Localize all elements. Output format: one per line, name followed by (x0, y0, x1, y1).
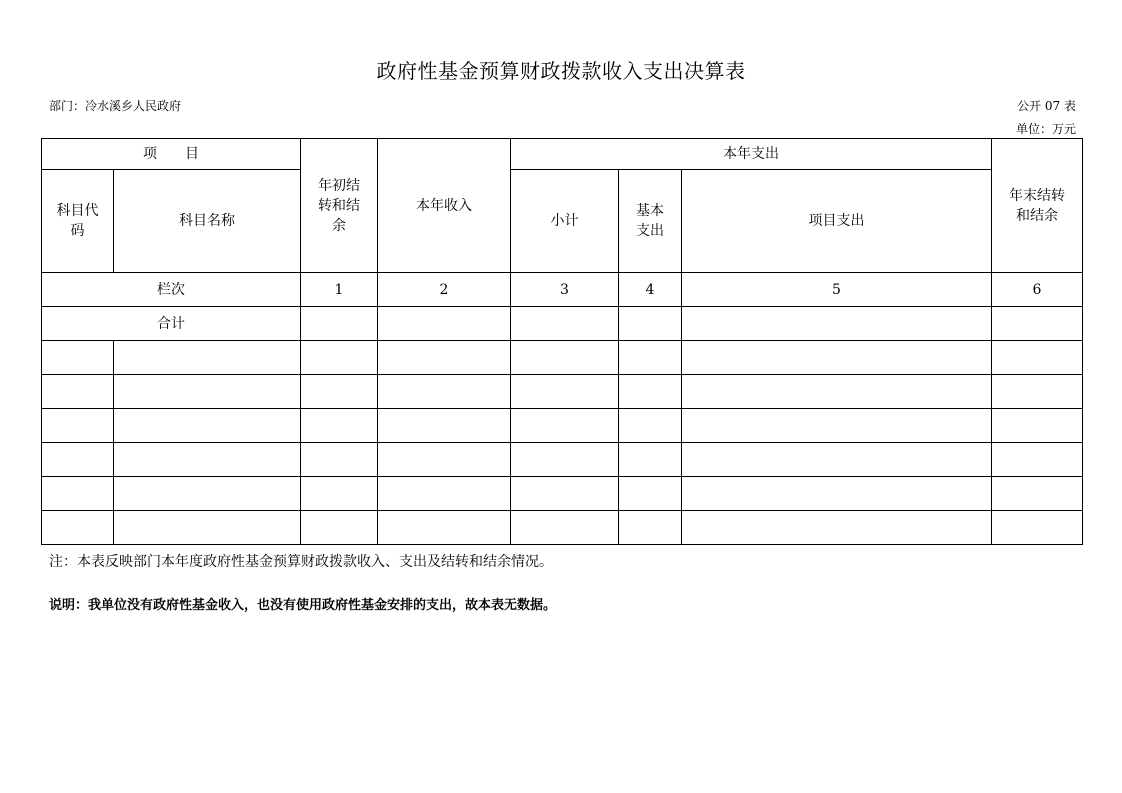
table-cell (378, 341, 511, 375)
table-cell (114, 477, 301, 511)
header-subtotal: 小计 (511, 170, 619, 273)
table-row (42, 477, 1083, 511)
table-cell (682, 341, 992, 375)
table-cell (619, 341, 682, 375)
table-row (42, 375, 1083, 409)
table-cell (301, 375, 378, 409)
budget-table (41, 138, 1083, 545)
table-cell (992, 341, 1083, 375)
column-number: 2 (378, 273, 511, 307)
department-label: 部门：冷水溪乡人民政府 (49, 99, 182, 113)
table-cell (619, 511, 682, 545)
table-cell (682, 511, 992, 545)
table-cell (619, 443, 682, 477)
header-project-expense: 项目支出 (682, 170, 992, 273)
table-cell (42, 443, 114, 477)
table-cell (511, 341, 619, 375)
table-cell (378, 477, 511, 511)
column-number: 3 (511, 273, 619, 307)
column-number: 6 (992, 273, 1083, 307)
header-subject-code: 科目代码 (42, 170, 114, 273)
table-cell (992, 443, 1083, 477)
table-cell (619, 375, 682, 409)
table-cell (992, 511, 1083, 545)
table-cell (301, 409, 378, 443)
table-cell (378, 375, 511, 409)
table-cell (114, 511, 301, 545)
table-cell (511, 511, 619, 545)
table-cell (301, 341, 378, 375)
table-cell (682, 409, 992, 443)
table-cell (42, 511, 114, 545)
header-item: 项 目 (42, 139, 301, 170)
table-cell (682, 375, 992, 409)
table-cell (619, 409, 682, 443)
unit-label: 单位：万元 (1015, 122, 1076, 136)
table-cell (42, 409, 114, 443)
form-number: 公开 07 表 (1017, 99, 1076, 113)
table-cell (511, 443, 619, 477)
table-cell (378, 409, 511, 443)
table-cell (114, 443, 301, 477)
table-cell (42, 477, 114, 511)
table-cell (992, 375, 1083, 409)
table-cell (301, 443, 378, 477)
row-total-label: 合计 (42, 307, 301, 341)
table-cell (378, 511, 511, 545)
table-cell (378, 307, 511, 341)
table-cell (992, 409, 1083, 443)
table-cell (301, 477, 378, 511)
table-cell (114, 341, 301, 375)
header-expense: 本年支出 (511, 139, 992, 170)
header-end-balance: 年末结转和结余 (992, 139, 1083, 273)
table-cell (42, 375, 114, 409)
page-title: 政府性基金预算财政拨款收入支出决算表 (376, 59, 746, 83)
table-row (42, 341, 1083, 375)
table-cell (619, 307, 682, 341)
table-cell (992, 477, 1083, 511)
column-number: 5 (682, 273, 992, 307)
table-cell (114, 409, 301, 443)
table-cell (42, 341, 114, 375)
table-row (42, 443, 1083, 477)
table-cell (992, 307, 1083, 341)
header-income: 本年收入 (378, 139, 511, 273)
table-row (42, 511, 1083, 545)
table-cell (301, 307, 378, 341)
table-cell (114, 375, 301, 409)
table-cell (682, 443, 992, 477)
table-cell (682, 307, 992, 341)
table-cell (511, 409, 619, 443)
header-begin-balance: 年初结转和结余 (301, 139, 378, 273)
table-cell (619, 477, 682, 511)
table-cell (378, 443, 511, 477)
column-number: 4 (619, 273, 682, 307)
explanation-text: 说明：我单位没有政府性基金收入，也没有使用政府性基金安排的支出，故本表无数据。 (49, 598, 557, 613)
table-cell (511, 375, 619, 409)
header-subject-name: 科目名称 (114, 170, 301, 273)
table-cell (511, 477, 619, 511)
table-cell (301, 511, 378, 545)
row-column-label: 栏次 (42, 273, 301, 307)
table-note: 注：本表反映部门本年度政府性基金预算财政拨款收入、支出及结转和结余情况。 (49, 554, 553, 570)
table-row (42, 409, 1083, 443)
table-cell (682, 477, 992, 511)
header-basic-expense: 基本支出 (619, 170, 682, 273)
column-number: 1 (301, 273, 378, 307)
table-cell (511, 307, 619, 341)
